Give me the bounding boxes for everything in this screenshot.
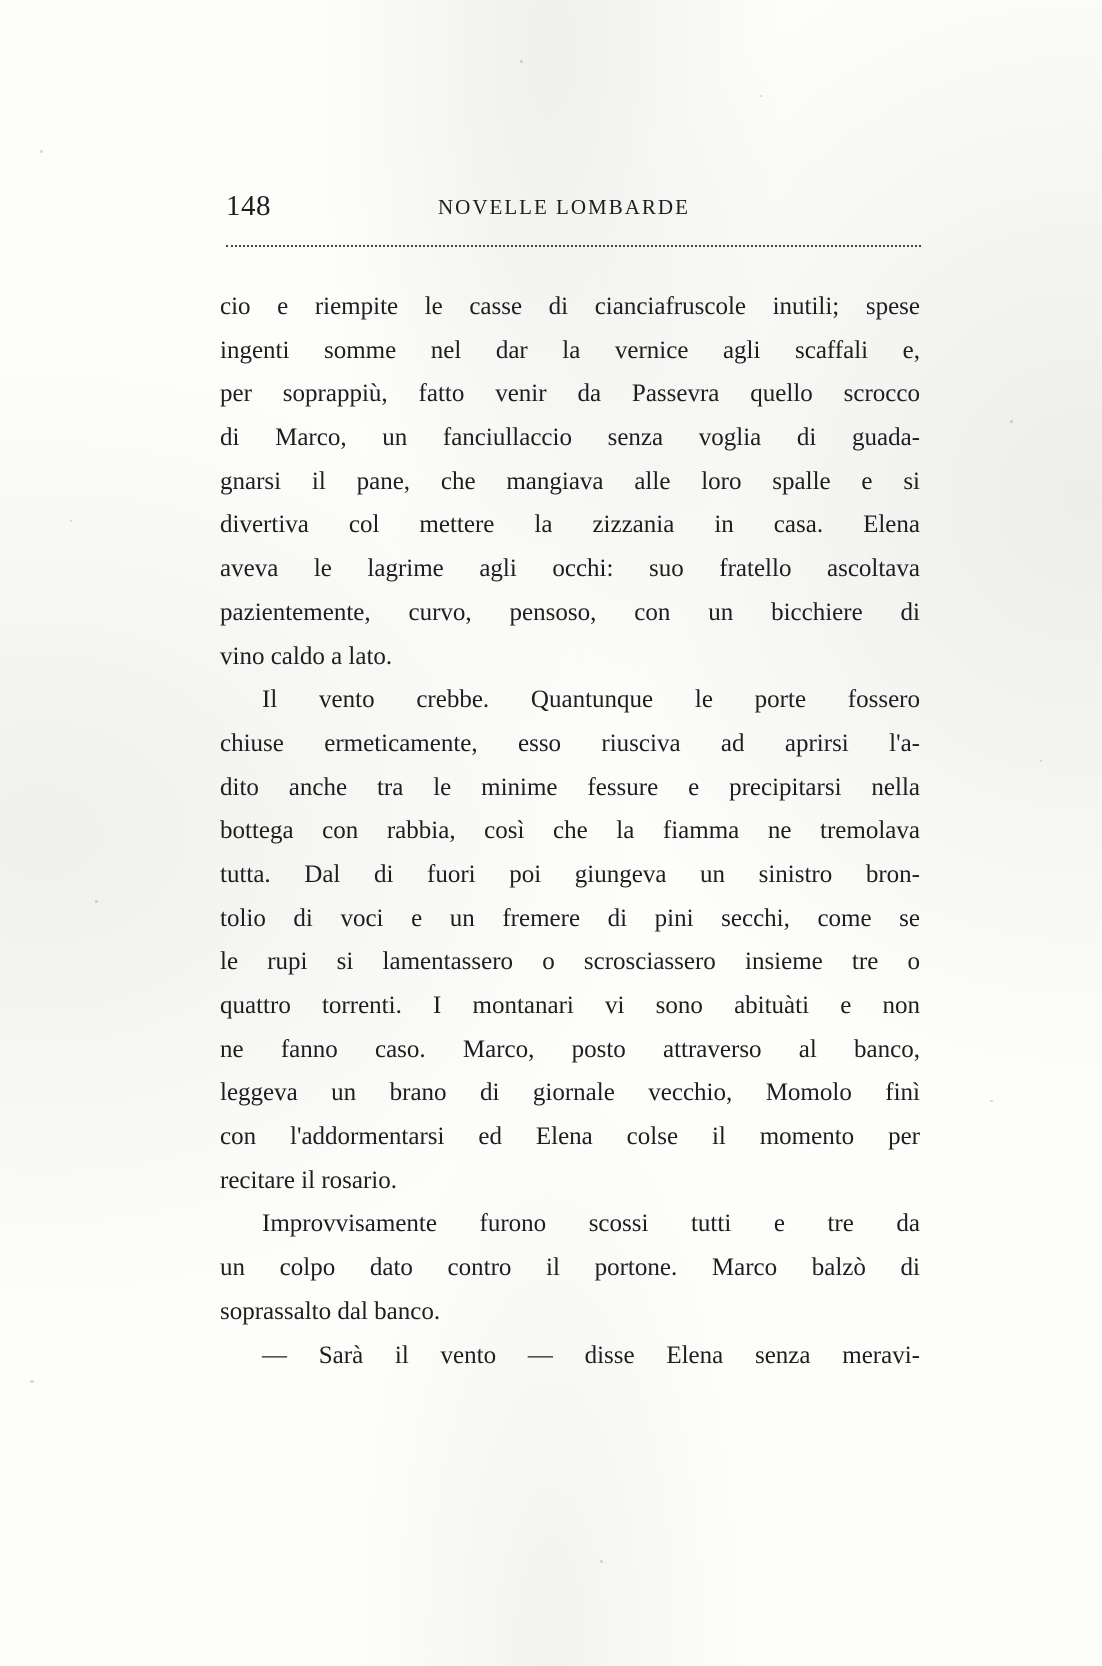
print-speck: [760, 95, 762, 97]
page-number: 148: [226, 190, 271, 222]
body-text: [220, 285, 920, 1377]
running-title: NOVELLE LOMBARDE: [438, 195, 690, 219]
print-speck: [990, 1100, 993, 1102]
text-line: tolio di voci e un fremere di pini secchi, come se: [220, 904, 920, 932]
print-speck: [40, 150, 43, 153]
text-line: aveva le lagrime agli occhi: suo fratello ascoltava: [220, 555, 920, 583]
text-line: dito anche tra le minime fessure e precipitarsi nella: [220, 773, 920, 801]
text-line: quattro torrenti. I montanari vi sono abituàti e non: [220, 992, 920, 1019]
text-line: gnarsi il pane, che mangiava alle loro spalle e si: [220, 467, 920, 495]
paragraph-end-line: recitare il rosario.: [220, 1166, 397, 1194]
text-line: pazientemente, curvo, pensoso, con un bicchiere di: [220, 598, 920, 626]
text-line: per soprappiù, fatto venir da Passevra quello scrocco: [220, 380, 920, 408]
text-line: bottega con rabbia, così che la fiamma ne tremolava: [220, 817, 920, 845]
text-line: ingenti somme nel dar la vernice agli scaffali e,: [220, 336, 920, 364]
text-line: con l'addormentarsi ed Elena colse il momento per: [220, 1123, 920, 1151]
print-speck: [30, 1380, 34, 1383]
text-line: di Marco, un fanciullaccio senza voglia di guada-: [220, 424, 920, 452]
paragraph-start-line: Il vento crebbe. Quantunque le porte fossero: [262, 686, 920, 714]
print-speck: [1040, 760, 1042, 762]
header-divider: [226, 245, 921, 247]
print-speck: [95, 900, 98, 903]
text-line: tutta. Dal di fuori poi giungeva un sinistro bron-: [220, 860, 920, 888]
paragraph-end-line: vino caldo a lato.: [220, 642, 393, 670]
running-header: [226, 186, 921, 226]
print-speck: [1010, 420, 1013, 423]
text-line: chiuse ermeticamente, esso riusciva ad aprirsi l'a-: [220, 729, 920, 757]
print-speck: [600, 1560, 603, 1563]
text-line: cio e riempite le casse di cianciafruscole inutili; spese: [220, 293, 920, 320]
paragraph-start-line: Improvvisamente furono scossi tutti e tre da: [262, 1210, 920, 1238]
print-speck: [520, 60, 523, 63]
text-line: le rupi si lamentassero o scrosciassero insieme tre o: [220, 948, 920, 976]
text-line: ne fanno caso. Marco, posto attraverso al banco,: [220, 1035, 920, 1063]
text-line: leggeva un brano di giornale vecchio, Momolo finì: [220, 1079, 920, 1107]
print-speck: [70, 520, 72, 522]
paragraph-start-line: — Sarà il vento — disse Elena senza meravi-: [262, 1341, 920, 1369]
text-line: un colpo dato contro il portone. Marco balzò di: [220, 1254, 920, 1282]
text-line: divertiva col mettere la zizzania in casa. Elena: [220, 511, 920, 539]
paragraph-end-line: soprassalto dal banco.: [220, 1297, 441, 1325]
